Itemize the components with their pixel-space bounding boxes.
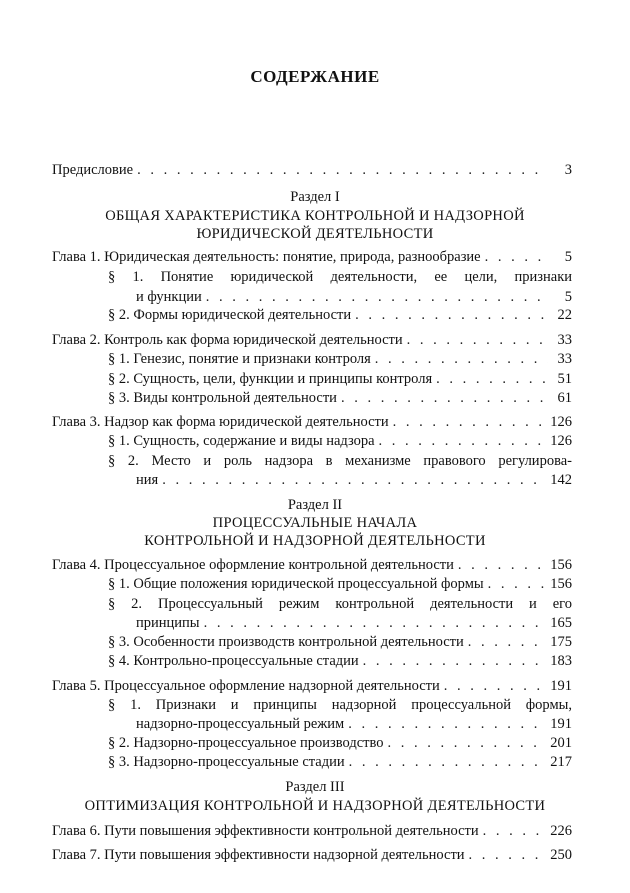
toc-entry-text: § 2. Сущность, цели, функции и принципы контроля bbox=[108, 371, 433, 387]
toc-entry-ch2-par3[interactable] bbox=[108, 388, 572, 408]
leader-dots bbox=[458, 555, 546, 575]
leader-dots bbox=[485, 247, 548, 267]
toc-entry-chapter-7[interactable] bbox=[52, 845, 572, 865]
section-2-title-line2: КОНТРОЛЬНОЙ И НАДЗОРНОЙ ДЕЯТЕЛЬНОСТИ bbox=[144, 533, 486, 549]
toc-entry-chapter-2[interactable] bbox=[52, 330, 572, 350]
toc-entry-ch4-par2-line1[interactable]: § 2. Процессуальный режим контрольной деятельности и его bbox=[108, 596, 572, 612]
leader-dots bbox=[355, 305, 548, 325]
toc-page-number: 175 bbox=[550, 634, 572, 650]
toc-entry-text: § 1. Сущность, содержание и виды надзора bbox=[108, 433, 375, 449]
toc-entry-text: Глава 5. Процессуальное оформление надзорной деятельности bbox=[52, 678, 440, 694]
toc-page-number: 3 bbox=[564, 162, 572, 178]
toc-page-number: 5 bbox=[564, 289, 572, 305]
leader-dots bbox=[341, 388, 548, 408]
toc-page-number: 201 bbox=[550, 735, 572, 751]
leader-dots bbox=[407, 330, 548, 350]
toc-entry-ch5-par2[interactable] bbox=[108, 733, 572, 753]
toc-page-number: 5 bbox=[564, 249, 572, 265]
toc-entry-chapter-4[interactable] bbox=[52, 555, 572, 575]
leader-dots bbox=[444, 676, 546, 696]
leader-dots bbox=[388, 733, 547, 753]
toc-entry-ch5-par1-line1[interactable]: § 1. Признаки и принципы надзорной процессуальной формы, bbox=[108, 697, 572, 713]
toc-entry-ch4-par1[interactable] bbox=[108, 574, 572, 594]
toc-page-number: 250 bbox=[550, 847, 572, 863]
leader-dots bbox=[436, 369, 548, 389]
toc-page-number: 126 bbox=[550, 414, 572, 430]
toc-page-number: 226 bbox=[550, 823, 572, 839]
toc-page-number: 191 bbox=[550, 716, 572, 732]
toc-entry-chapter-6[interactable] bbox=[52, 821, 572, 841]
toc-entry-ch3-par2-line1[interactable]: § 2. Место и роль надзора в механизме правового регулирова- bbox=[108, 453, 572, 469]
toc-entry-chapter-5[interactable] bbox=[52, 676, 572, 696]
section-1-title-line2: ЮРИДИЧЕСКОЙ ДЕЯТЕЛЬНОСТИ bbox=[196, 226, 434, 242]
toc-entry-ch5-par1-line2[interactable] bbox=[136, 714, 572, 734]
toc-entry-text: § 4. Контрольно-процессуальные стадии bbox=[108, 653, 359, 669]
toc-entry-text: § 3. Виды контрольной деятельности bbox=[108, 390, 337, 406]
toc-entry-ch4-par3[interactable] bbox=[108, 632, 572, 652]
toc-entry-ch5-par3[interactable] bbox=[108, 752, 572, 772]
leader-dots bbox=[393, 412, 547, 432]
leader-dots bbox=[162, 470, 546, 490]
toc-entry-text: Предисловие bbox=[52, 162, 134, 178]
toc-page-number: 142 bbox=[550, 472, 572, 488]
toc-entry-text: Глава 3. Надзор как форма юридической деятельности bbox=[52, 414, 389, 430]
leader-dots bbox=[206, 287, 548, 307]
page-title: СОДЕРЖАНИЕ bbox=[250, 67, 380, 86]
toc-entry-ch3-par2-line2[interactable] bbox=[136, 470, 572, 490]
toc-entry-ch2-par2[interactable] bbox=[108, 369, 572, 389]
toc-page-number: 165 bbox=[550, 615, 572, 631]
section-1-title-line1: ОБЩАЯ ХАРАКТЕРИСТИКА КОНТРОЛЬНОЙ И НАДЗОРНОЙ bbox=[105, 208, 525, 224]
leader-dots bbox=[349, 752, 547, 772]
toc-page-number: 191 bbox=[550, 678, 572, 694]
leader-dots bbox=[468, 632, 546, 652]
toc-entry-text: Глава 7. Пути повышения эффективности надзорной деятельности bbox=[52, 847, 465, 863]
toc-entry-text: § 3. Особенности производств контрольной деятельности bbox=[108, 634, 464, 650]
toc-entry-ch1-par1-line1[interactable]: § 1. Понятие юридической деятельности, ее цели, признаки bbox=[108, 269, 572, 285]
toc-entry-ch2-par1[interactable] bbox=[108, 349, 572, 369]
toc-entry-ch4-par2-line2[interactable] bbox=[136, 613, 572, 633]
leader-dots bbox=[469, 845, 547, 865]
section-3-label: Раздел III bbox=[285, 779, 345, 795]
toc-page-number: 33 bbox=[557, 351, 572, 367]
toc-entry-ch4-par4[interactable] bbox=[108, 651, 572, 671]
toc-entry-text: Глава 4. Процессуальное оформление контрольной деятельности bbox=[52, 557, 454, 573]
toc-entry-ch3-par1[interactable] bbox=[108, 431, 572, 451]
toc-entry-chapter-1[interactable] bbox=[52, 247, 572, 267]
toc-entry-text: § 2. Надзорно-процессуальное производство bbox=[108, 735, 384, 751]
leader-dots bbox=[379, 431, 547, 451]
leader-dots bbox=[488, 574, 547, 594]
toc-page-number: 183 bbox=[550, 653, 572, 669]
toc-entry-text: Глава 6. Пути повышения эффективности контрольной деятельности bbox=[52, 823, 479, 839]
section-1-label: Раздел I bbox=[290, 189, 340, 205]
section-3-title: ОПТИМИЗАЦИЯ КОНТРОЛЬНОЙ И НАДЗОРНОЙ ДЕЯТЕЛЬНОСТИ bbox=[84, 798, 546, 814]
leader-dots bbox=[375, 349, 548, 369]
toc-entry-text: § 3. Надзорно-процессуальные стадии bbox=[108, 754, 345, 770]
toc-entry-text: § 2. Формы юридической деятельности bbox=[108, 307, 352, 323]
leader-dots bbox=[204, 613, 547, 633]
toc-entry-text: § 1. Генезис, понятие и признаки контроля bbox=[108, 351, 371, 367]
section-2-title-line1: ПРОЦЕССУАЛЬНЫЕ НАЧАЛА bbox=[212, 515, 418, 531]
toc-page-number: 156 bbox=[550, 557, 572, 573]
toc-page-number: 217 bbox=[550, 754, 572, 770]
toc-page-number: 22 bbox=[557, 307, 572, 323]
leader-dots bbox=[348, 714, 546, 734]
toc-entry-text: принципы bbox=[136, 615, 200, 631]
toc-entry-text: и функции bbox=[136, 289, 202, 305]
toc-page-number: 156 bbox=[550, 576, 572, 592]
toc-entry-text: Глава 2. Контроль как форма юридической деятельности bbox=[52, 332, 403, 348]
toc-entry-text: надзорно-процессуальный режим bbox=[136, 716, 345, 732]
toc-entry-preface[interactable] bbox=[52, 160, 572, 180]
toc-entry-text: § 1. Общие положения юридической процессуальной формы bbox=[108, 576, 484, 592]
leader-dots bbox=[483, 821, 547, 841]
toc-page-number: 126 bbox=[550, 433, 572, 449]
leader-dots bbox=[363, 651, 547, 671]
section-2-label: Раздел II bbox=[287, 497, 343, 513]
toc-entry-ch1-par2[interactable] bbox=[108, 305, 572, 325]
toc-entry-text: Глава 1. Юридическая деятельность: понятие, природа, разнообразие bbox=[52, 249, 481, 265]
toc-entry-text: ния bbox=[136, 472, 159, 488]
toc-entry-ch1-par1-line2[interactable] bbox=[136, 287, 572, 307]
toc-page-number: 33 bbox=[557, 332, 572, 348]
leader-dots bbox=[137, 160, 548, 180]
toc-entry-chapter-3[interactable] bbox=[52, 412, 572, 432]
toc-page-number: 51 bbox=[557, 371, 572, 387]
toc-page-number: 61 bbox=[557, 390, 572, 406]
